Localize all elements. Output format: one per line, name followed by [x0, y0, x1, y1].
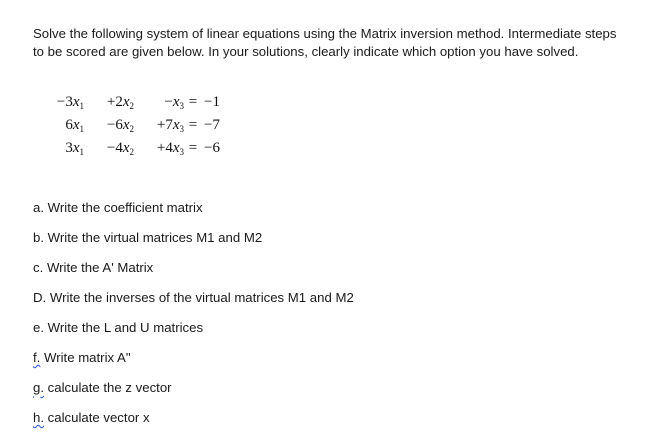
instructions-paragraph	[33, 25, 645, 61]
step-item-b	[33, 229, 354, 259]
instructions-line-1: Solve the following system of linear equations using the Matrix inversion method. Intermediate steps	[33, 26, 617, 41]
step-item-f	[33, 349, 354, 379]
step-list	[33, 199, 354, 439]
term-x2: $-4x_2$	[106, 140, 134, 157]
step-text: Write the L and U matrices	[47, 320, 204, 335]
step-marker: f.	[33, 350, 41, 365]
right-hand-side: −6	[204, 140, 220, 156]
term-x3: $-x_3$	[164, 94, 184, 111]
step-marker: b.	[33, 230, 44, 245]
term-x3: $+7x_3$	[156, 117, 184, 134]
step-item-d	[33, 289, 354, 319]
step-marker: h.	[33, 410, 44, 425]
step-item-h	[33, 409, 354, 439]
equals-sign: =	[188, 117, 198, 133]
equals-sign: =	[188, 94, 198, 110]
step-marker: e.	[33, 320, 44, 335]
term-x1: $-3x_1$	[56, 94, 84, 111]
step-marker: c.	[33, 260, 44, 275]
step-text: Write the coefficient matrix	[47, 200, 203, 215]
term-x2: $+2x_2$	[106, 94, 134, 111]
term-x1: $6x_1$	[65, 117, 84, 134]
step-marker: D.	[33, 290, 47, 305]
step-text: Write the inverses of the virtual matrices M1 and M2	[49, 290, 354, 305]
right-hand-side: −7	[204, 117, 220, 133]
step-marker: g.	[33, 380, 44, 395]
step-text: calculate vector x	[47, 410, 150, 425]
step-item-a	[33, 199, 354, 229]
step-text: Write the virtual matrices M1 and M2	[47, 230, 263, 245]
term-x3: $+4x_3$	[156, 140, 184, 157]
instructions-line-2: to be scored are given below. In your solutions, clearly indicate which option you have solved.	[33, 44, 579, 59]
step-text: Write matrix A"	[44, 350, 131, 365]
step-item-c	[33, 259, 354, 289]
step-marker: a.	[33, 200, 44, 215]
step-text: Write the A' Matrix	[46, 260, 154, 275]
right-hand-side: −1	[204, 94, 220, 110]
term-x1: $3x_1$	[65, 140, 84, 157]
equals-sign: =	[188, 140, 198, 156]
step-text: calculate the z vector	[47, 380, 172, 395]
step-item-g	[33, 379, 354, 409]
term-x2: $-6x_2$	[106, 117, 134, 134]
step-item-e	[33, 319, 354, 349]
